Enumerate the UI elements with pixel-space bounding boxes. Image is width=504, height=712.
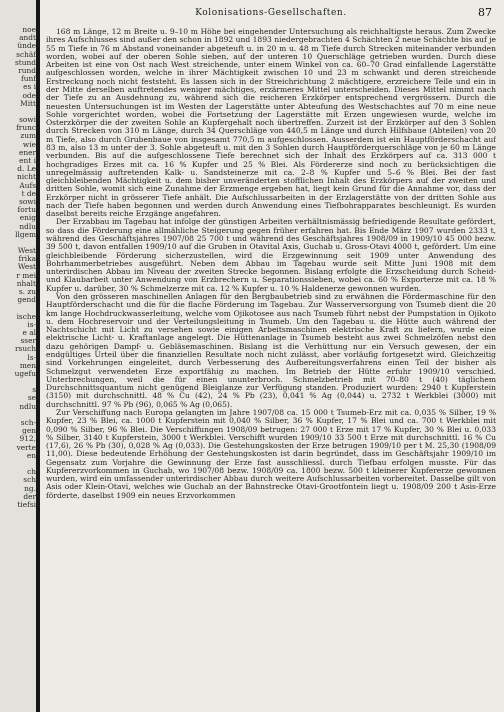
body-text — [46, 28, 496, 500]
margin-fragment: s — [32, 386, 36, 395]
margin-fragment: t de — [21, 189, 36, 198]
running-head: Kolonisations-Gesellschaften. — [195, 8, 347, 18]
page-number: 87 — [478, 8, 492, 19]
margin-fragment: ndlu — [19, 402, 36, 411]
margin-fragment: frika — [18, 255, 36, 264]
margin-fragment: gend — [17, 296, 36, 305]
margin-fragment — [2, 239, 36, 247]
margin-fragment — [2, 550, 36, 558]
previous-page-margin — [0, 0, 36, 712]
margin-fragment: noe — [22, 26, 36, 34]
page-header — [46, 8, 496, 22]
previous-page-text-fragments — [2, 26, 36, 558]
margin-fragment: nhalt — [16, 279, 36, 288]
paragraph: Zur Verschiffung nach Europa gelangten im Jahre 1907/08 ca. 15 000 t Tsumeb-Erz mit ca. 0,035 % Silber, 19 % Kupfer, 23 % Blei, ca. 1000 t Kupferstein mit 0,040 % Silber, 36 % Kupfer, 17 % Blei und ca. 700 t Werkblei mit 0,090 % Silber, 96 % Blei. Die Verschiffungen 1908/09 betrugen: 27 000 t Erze mit 17 % Kupfer, 30 % Blei u. 0,033 % Silber, 3140 t Kupferstein, 3000 t Werkblei. Verschifft wurden 1909/10 33 500 t Erze mit durchschnittl. 16 % Cu (17,6), 26 % Pb (30), 0,028 % Ag (0,033). Die Gestehungskosten der Erze betrugen 1909/10 per t M. 25,30 (1908/09 11,00). Diese bedeutende Erhöhung der Gestehungskosten ist darin begründet, dass im Geschäftsjahr 1909/10 im Gegensatz zum Vorjahre die Gewinnung der Erze fast ausschliessl. durch Tiefbau erfolgen musste. Für das Kupfererzvorkommen in Guchab, wo 1907/08 bezw. 1908/09 ca. 1800 bezw. 500 t kleinerer Kupfererze gewonnen wurden, wird ein umfassender unterirdischer Abbau durch weitere Aufschlussarbeiten vorbereitet. Dasselbe gilt von Asis oder Klein-Otavi, welches wie Guchab an der Bahnstrecke Otavi-Grootfontein liegt u. 1908/09 200 t Asis-Erze förderte, daselbst 1909 ein neues Erzvorkommen — [46, 407, 496, 500]
margin-fragment — [2, 534, 36, 542]
margin-fragment: es i — [23, 83, 36, 92]
margin-fragment: sser — [20, 337, 36, 346]
margin-fragment — [2, 525, 36, 533]
margin-fragment: tiefsi — [17, 500, 36, 509]
margin-fragment: zum — [20, 132, 36, 141]
book-page — [46, 8, 496, 706]
margin-fragment: rund — [18, 66, 36, 75]
margin-fragment: ünde — [17, 42, 36, 51]
margin-fragment: verte — [16, 443, 36, 452]
margin-fragment: wie — [22, 140, 36, 149]
margin-fragment — [2, 108, 36, 116]
margin-fragment: stund — [14, 58, 36, 67]
margin-fragment: d. Le — [17, 165, 36, 174]
margin-fragment: en — [26, 451, 36, 460]
margin-fragment: sch- — [20, 419, 36, 427]
margin-fragment — [2, 517, 36, 525]
margin-fragment — [2, 542, 36, 550]
margin-fragment: schäf — [16, 50, 36, 59]
margin-fragment: enig — [19, 214, 36, 223]
paragraph: Von den grösseren maschinellen Anlagen für den Bergbaubetrieb sind zu erwähnen die Fördermaschine für den Hauptförderschacht und die für die flache Förderung im Tagebau. Zur Wasserversorgung von Tsumeb dient die 20 km lange Hochdruckwasserleitung, welche vom Ojikotosee aus nach Tsumeb führt nebst der Pumpstation in Ojikoto u. dem Hochreservoir und der Verteilungsleitung in Tsumeb. Um den Tagebau u. die Hütte auch während der Nachtschicht mit Licht zu versehen sowie einigen Arbeitsmaschinen elektrische Kraft zu liefern, wurde eine elektrische Licht- u. Kraftanlage angelegt. Die Hüttenanlage in Tsumeb besteht aus zwei Schmelzöfen nebst den dazu gehörigen Dampf- u. Gebläsemaschinen. Bislang ist die Verhüttung nur ein Versuch gewesen, der ein endgültiges Urteil über die finanziellen Resultate noch nicht zulässt, aber vorläufig fortgesetzt wird. Gleichzeitig sind Vorkehrungen eingeleitet, durch Verbesserung des Aufbereitungsverfahrens einen Teil der bisher als Schmelzgut verwendeten Erze exportfähig zu machen. Im Betrieb der Hütte erfuhr 1909/10 verschied. Unterbrechungen, weil die für einen ununterbroch. Schmelzbetrieb mit 70–80 t (40) täglichem Durchschnittsquantum nicht genügend Bleiglanze zur Verfügung standen. Produziert wurden: 2940 t Kupferstein (3150) mit durchschnittl. 48 % Cu (42), 24 % Pb (23), 0,041 % Ag (0,044) u. 2732 t Werkblei (3000) mit durchschnittl. 97 % Pb (96), 0,065 % Ag (0,065). — [46, 292, 496, 409]
margin-fragment: 912, — [19, 435, 36, 444]
margin-fragment: gen — [22, 427, 36, 436]
margin-fragment: r mei — [16, 271, 36, 280]
margin-fragment: e al — [22, 328, 36, 337]
margin-fragment: sowi — [19, 116, 36, 125]
margin-fragment — [2, 460, 36, 468]
margin-fragment: is- — [27, 320, 36, 329]
margin-fragment — [2, 411, 36, 419]
margin-fragment: West — [17, 263, 36, 272]
margin-fragment: ent i — [19, 157, 36, 165]
margin-fragment: ch — [27, 468, 36, 477]
margin-fragment: ische — [16, 312, 36, 321]
margin-fragment: ndlu — [19, 222, 36, 231]
margin-fragment: funf — [21, 75, 36, 84]
margin-fragment: rsuch — [15, 345, 36, 354]
paragraph: 168 m Länge, 12 m Breite u. 9–10 m Höhe bei eingehender Untersuchung als reichhaltigste heraus. Zum Zwecke ihres Aufschlusses sind außer den schon in 1892 und 1893 niedergebrachten 4 Schächten 2 neue Schächte bis auf je 55 m Tiefe in 76 m Abstand voneinander abgeteuft u. in 20 m u. 48 m Tiefe durch Strecken miteinander verbunden worden, wobei auf der oberen Sohle sieben, auf der unteren 10 Querschläge getrieben wurden. Durch diese Arbeiten ist eine von Ost nach West streichende, unter einem Winkel von ca. 60–70 Grad einfallende Lagerstätte aufgeschlossen worden, welche in ihrer Mächtigkeit zwischen 10 und 23 m schwankt und deren streichende Erstreckung noch nicht feststeht. Es lassen sich in der Streichrichtung 2 mächtigere, erzreichere Teile und ein in der Mitte derselben auftretendes weniger mächtiges, erzärmeres Mittel unterscheiden. Dieses Mittel nimmt nach der Tiefe zu an Ausdehnung zu, während sich die reicheren Erzkörper entsprechend vergrössern. Durch die neuesten Untersuchungen ist im Westen der Lagerstätte unter Abteufung des Westschachtes auf 70 m eine neue Sohle vorgerichtet worden, wobei die Fortsetzung der Lagerstätte mit Erzen ungewiesen wurde, welche im Osterzkörper die der zweiten Sohle an Kupfergehalt noch übertreffen. Zurzeit ist der Erzkörper auf den 3 Sohlen durch Strecken von 310 m Länge, durch 34 Querschläge von 440,5 m Länge und durch Hilfsbaue (Abteilen) von 20 m Tiefe, also durch Grubenbaue von insgesamt 770,5 m aufgeschlossen. Ausserdem ist ein Hauptförderschacht auf 83 m, also 13 m unter der 3. Sohle abgeteuft u. mit den 3 Sohlen durch Hauptförderquerschläge von je 60 m Länge verbunden. Bis auf die aufgeschlossene Tiefe berechnet sich der Inhalt des Erzkörpers auf ca. 313 000 t hochgradiges Erzes mit ca. 16 % Kupfer und 25 % Blei. Als Fördererze sind noch zu berücksichtigen die unregelmässig auftretenden Kalk- u. Sandsteinerze mit ca. 2–8 % Kupfer und 5–6 % Blei. Bei der fast gleichbleibenden Mächtigkeit u. dem bisher unveränderten stofflichen Inhalt des Erzkörpers auf der zweiten und dritten Sohle, womit sich eine Zunahme der Erzmenge ergeben hat, liegt kein Grund für die Annahme vor, dass der Erzkörper nicht in grösserer Tiefe anhält. Die Aufschlussarbeiten in der Erzlagerstätte von der dritten Sohle aus nach der Tiefe haben begonnen und werden durch Anwendung eines Tiefbohrapparates beschleunigt. Es wurden daselbst bereits reiche Erzgänge angefahren. — [46, 27, 496, 219]
margin-fragment: fortu — [17, 206, 36, 215]
margin-fragment — [2, 304, 36, 312]
margin-fragment: der — [23, 492, 36, 501]
margin-fragment — [2, 509, 36, 517]
margin-fragment: se — [27, 394, 36, 403]
margin-fragment: andt — [19, 34, 36, 43]
margin-fragment: s. zu — [18, 288, 36, 296]
margin-fragment: ode — [22, 91, 36, 100]
paragraph: Der Erzabbau im Tagebau hat infolge der günstigen Arbeiten verhältnismässig befriedigende Resultate gefördert, so dass die Förderung eine allmähliche Steigerung gegen früher erfahren hat. Bis Ende März 1907 wurden 2333 t, während des Geschäftsjahres 1907/08 25 700 t und während des Geschäftsjahres 1908/09 in 1909/10 45 000 bezw. 39 500 t, davon entfallen 1909/10 auf die Gruben in Otavital Axis, Guchab u. Gross-Otavi 4000 t, gefördert. Um eine gleichbleibende Förderung sicherzustellen, wird die Erzgewinnung seit 1909 unter Anwendung des Bohrhammerbetriebes ausgeführt. Neben dem Abbau im Tagebau wurde seit Mitte Juni 1908 mit dem unterirdischen Abbau im Niveau der zweiten Strecke begonnen. Bislang erfolgte die Erzscheidung durch Scheid- und Klaubarbeit unter Anwendung von Erzbrechern u. Separationssieben, wobei ca. 60 % Exporterze mit ca. 18 % Kupfer u. darüber, 30 % Schmelzerze mit ca. 12 % Kupfer u. 10 % Haldenerze gewonnen wurden. — [46, 217, 496, 293]
margin-fragment: sch — [23, 476, 36, 485]
margin-fragment: llgem — [15, 230, 36, 239]
margin-fragment: Mitt — [20, 99, 36, 108]
margin-fragment: nicht — [17, 173, 36, 182]
margin-fragment: Aufs — [19, 181, 36, 190]
margin-fragment: sowi — [19, 197, 36, 206]
margin-fragment: ener — [18, 148, 36, 157]
margin-fragment: frunc — [16, 124, 36, 133]
margin-fragment: ugefu — [14, 369, 36, 378]
margin-fragment: men — [19, 361, 36, 370]
margin-fragment — [2, 378, 36, 386]
book-gutter — [36, 0, 40, 712]
margin-fragment: ng. — [24, 484, 36, 493]
margin-fragment: West — [17, 247, 36, 256]
margin-fragment: ls- — [27, 353, 36, 362]
